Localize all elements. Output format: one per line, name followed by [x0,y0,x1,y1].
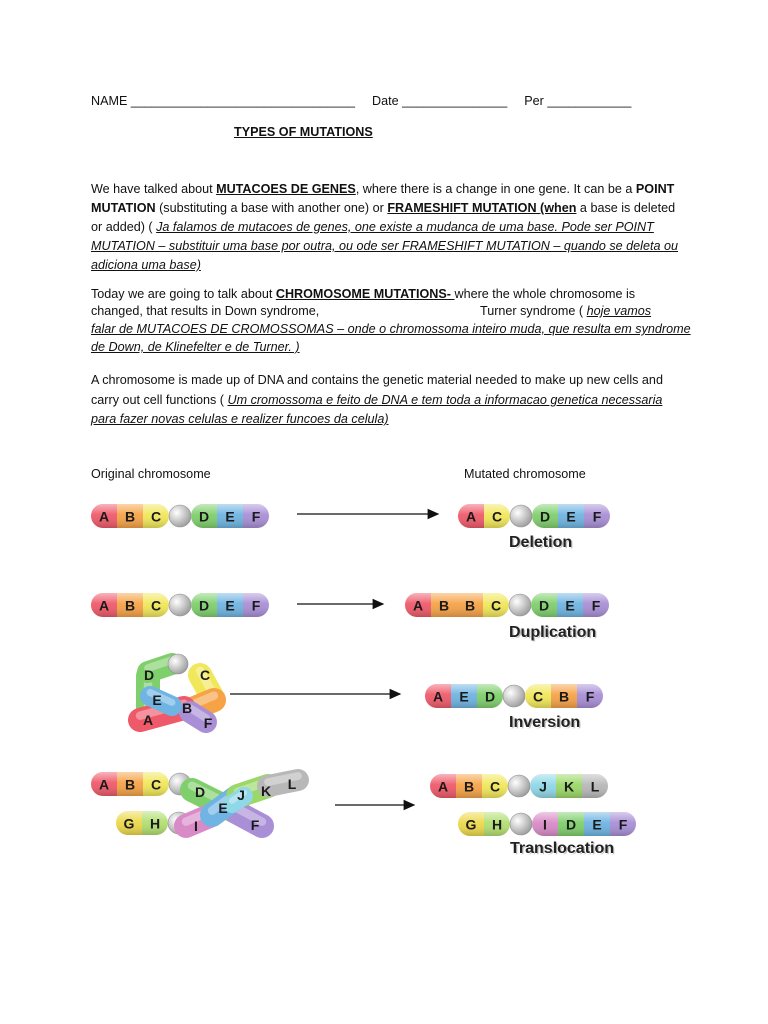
gene-letter: F [203,715,213,731]
gene-letter: D [539,508,551,525]
date-blank[interactable]: _______________ [402,94,508,108]
gene-letter: I [543,816,547,833]
mutated-chromosome-caption: Mutated chromosome [464,467,586,481]
name-label: NAME [91,94,128,108]
gene-letter: C [489,778,501,795]
gene-letter: L [590,778,600,795]
para2-line1: Today we are going to talk about CHROMOSOME MUTATIONS- where the whole chromosome is [91,287,636,301]
para2-line2: changed, that results in Down syndrome, [91,304,320,318]
gene-letter: F [618,816,628,833]
original-chromosome-abc [91,772,191,796]
gene-letter: D [198,597,210,614]
centromere [168,654,188,674]
mutated-chromosome-abcjkl [430,774,609,798]
deletion-label: Deletion [509,534,573,551]
gene-letter: A [98,597,110,614]
para2-line4: de Down, de Klinefelter e de Turner. ) [91,340,300,354]
gene-letter: E [225,597,235,614]
gene-letter: L [287,776,297,792]
gene-letter: B [464,597,476,614]
mutated-chromosome-duplication [405,593,610,617]
centromere [508,775,530,797]
gene-letter: E [152,692,162,708]
gene-letter: E [565,597,575,614]
gene-letter: A [412,597,424,614]
per-label: Per [524,94,544,108]
gene-letter: C [150,776,162,793]
para3-line1: A chromosome is made up of DNA and contains the genetic material needed to make up new cells and [91,373,663,387]
gene-letter: I [194,818,198,834]
para1-line5: adiciona uma base) [91,258,201,272]
gene-letter: C [491,508,503,525]
gene-letter: K [563,778,575,795]
gene-letter: D [538,597,550,614]
mutated-chromosome-inversion [425,684,604,708]
mutated-chromosome-ghidef [458,812,637,836]
gene-letter: D [194,784,206,800]
original-chromosome-duplication [91,593,270,617]
para1-line3: or added) ( Ja falamos de mutacoes de genes, one existe a mudanca de uma base. Pode ser POINT [91,220,654,234]
duplication-label: Duplication [509,624,597,641]
gene-letter: E [225,508,235,525]
gene-letter: D [143,667,155,683]
page-title: TYPES OF MUTATIONS [234,125,373,139]
gene-letter: J [539,778,547,795]
gene-letter: B [124,597,136,614]
gene-letter: F [250,817,260,833]
mutated-chromosome-deletion [458,504,611,528]
original-chromosome-deletion [91,504,270,528]
gene-letter: B [463,778,475,795]
gene-letter: C [150,597,162,614]
para3-line2: carry out cell functions ( Um cromossoma e feito de DNA e tem toda a informacao genetica necessaria [91,393,663,407]
para3-line3: para fazer novas celulas e realizer funcoes da celula) [91,412,389,426]
gene-letter: G [123,815,135,832]
gene-letter: E [459,688,469,705]
gene-letter: K [260,783,272,799]
centromere [503,685,525,707]
gene-letter: E [218,800,228,816]
gene-letter: E [566,508,576,525]
gene-letter: F [251,508,261,525]
date-label: Date [372,94,399,108]
gene-letter: A [142,712,154,728]
name-blank[interactable]: ________________________________ [130,94,356,108]
gene-letter: D [565,816,577,833]
gene-letter: F [251,597,261,614]
para2-line2b: Turner syndrome ( hoje vamos [480,304,652,318]
gene-letter: A [98,508,110,525]
gene-letter: D [484,688,496,705]
centromere [510,505,532,527]
gene-letter: F [591,597,601,614]
gene-letter: B [124,508,136,525]
per-blank[interactable]: ____________ [547,94,632,108]
para2-line3: falar de MUTACOES DE CROMOSSOMAS – onde o chromossoma inteiro muda, que resulta em syndrome [91,322,691,336]
para1-line1: We have talked about MUTACOES DE GENES, where there is a change in one gene. It can be a POINT [91,182,675,196]
centromere [169,505,191,527]
gene-letter: A [465,508,477,525]
gene-letter: A [98,776,110,793]
inversion-label: Inversion [509,714,581,731]
gene-letter: C [150,508,162,525]
gene-letter: B [438,597,450,614]
gene-letter: B [124,776,136,793]
gene-letter: C [490,597,502,614]
gene-letter: H [491,816,503,833]
gene-letter: B [181,700,193,716]
gene-letter: F [592,508,602,525]
centromere [510,813,532,835]
para1-line2: MUTATION (substituting a base with another one) or FRAMESHIFT MUTATION (when a base is deleted [91,201,676,215]
translocation-label: Translocation [510,840,615,857]
gene-letter: H [149,815,161,832]
gene-letter: D [198,508,210,525]
gene-letter: A [437,778,449,795]
gene-letter: G [465,816,477,833]
gene-letter: B [558,688,570,705]
gene-letter: E [592,816,602,833]
para1-line4: MUTATION – substituir uma base por outra, ou ode ser FRAMESHIFT MUTATION – quando se deleta ou [91,239,678,253]
gene-letter: J [237,787,245,803]
gene-letter: A [432,688,444,705]
original-chromosome-caption: Original chromosome [91,467,211,481]
centromere [169,594,191,616]
gene-letter: F [585,688,595,705]
centromere [509,594,531,616]
gene-letter: C [532,688,544,705]
gene-letter: C [199,667,211,683]
